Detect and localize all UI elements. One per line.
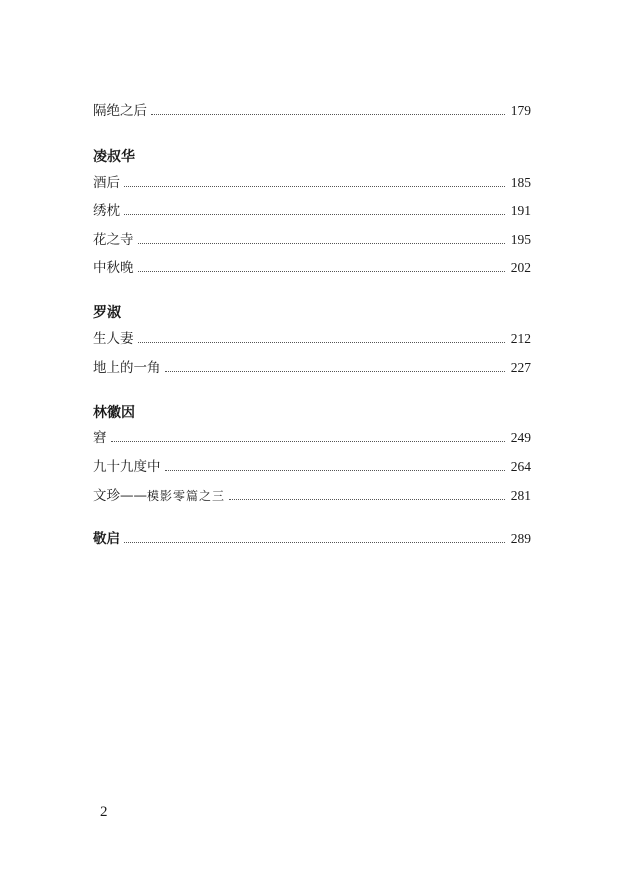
dot-leader <box>124 542 505 543</box>
toc-entry-page: 179 <box>510 103 531 118</box>
dot-leader <box>165 470 505 471</box>
toc-entry <box>93 230 531 250</box>
section-heading-author: 林徽因 <box>93 405 135 421</box>
toc-entry <box>93 358 531 378</box>
toc-entry-page: 212 <box>510 331 531 346</box>
dot-leader <box>138 243 505 244</box>
toc-entry-page: 227 <box>510 360 531 375</box>
toc-entry <box>93 486 531 506</box>
toc-entry-title: 九十九度中 <box>93 459 161 475</box>
toc-entry-title: 地上的一角 <box>93 360 161 376</box>
toc-entry <box>93 329 531 349</box>
dot-leader <box>111 441 505 442</box>
dot-leader <box>138 271 505 272</box>
toc-entry-page: 185 <box>510 175 531 190</box>
toc-entry-page: 191 <box>510 203 531 218</box>
dot-leader <box>124 186 505 187</box>
toc-entry <box>93 101 531 121</box>
toc-entry-title: 隔绝之后 <box>93 103 147 119</box>
toc-entry-page: 202 <box>510 260 531 275</box>
toc-entry-title <box>93 486 229 506</box>
toc-entry-page: 249 <box>510 430 531 445</box>
toc-entry-closing <box>93 529 531 549</box>
toc-entry <box>93 173 531 193</box>
toc-entry-page: 281 <box>510 488 531 503</box>
dot-leader <box>165 371 505 372</box>
toc-entry <box>93 457 531 477</box>
toc-entry-title: 中秋晚 <box>93 260 134 276</box>
toc-entry-title: 生人妻 <box>93 331 134 347</box>
toc-entry-page: 289 <box>510 531 531 546</box>
dot-leader <box>151 114 505 115</box>
section-heading-author: 凌叔华 <box>93 149 135 165</box>
toc-entry-page: 264 <box>510 459 531 474</box>
toc-entry-page: 195 <box>510 232 531 247</box>
toc-entry <box>93 201 531 221</box>
toc-entry-title: 绣枕 <box>93 203 120 219</box>
toc-entry-title: 酒后 <box>93 175 120 191</box>
dot-leader <box>124 214 505 215</box>
toc-entry <box>93 428 531 448</box>
dot-leader <box>138 342 505 343</box>
dot-leader <box>229 499 505 500</box>
toc-entry-title: 窘 <box>93 430 107 446</box>
toc-entry-subtitle: 模影零篇之三 <box>147 489 226 503</box>
toc-entry-title: 花之寺 <box>93 232 134 248</box>
toc-entry-title-main: 文珍—— <box>93 488 147 504</box>
page-number: 2 <box>100 804 108 820</box>
toc-entry-title: 敬启 <box>93 531 120 547</box>
toc-entry <box>93 258 531 278</box>
section-heading-author: 罗淑 <box>93 305 121 321</box>
